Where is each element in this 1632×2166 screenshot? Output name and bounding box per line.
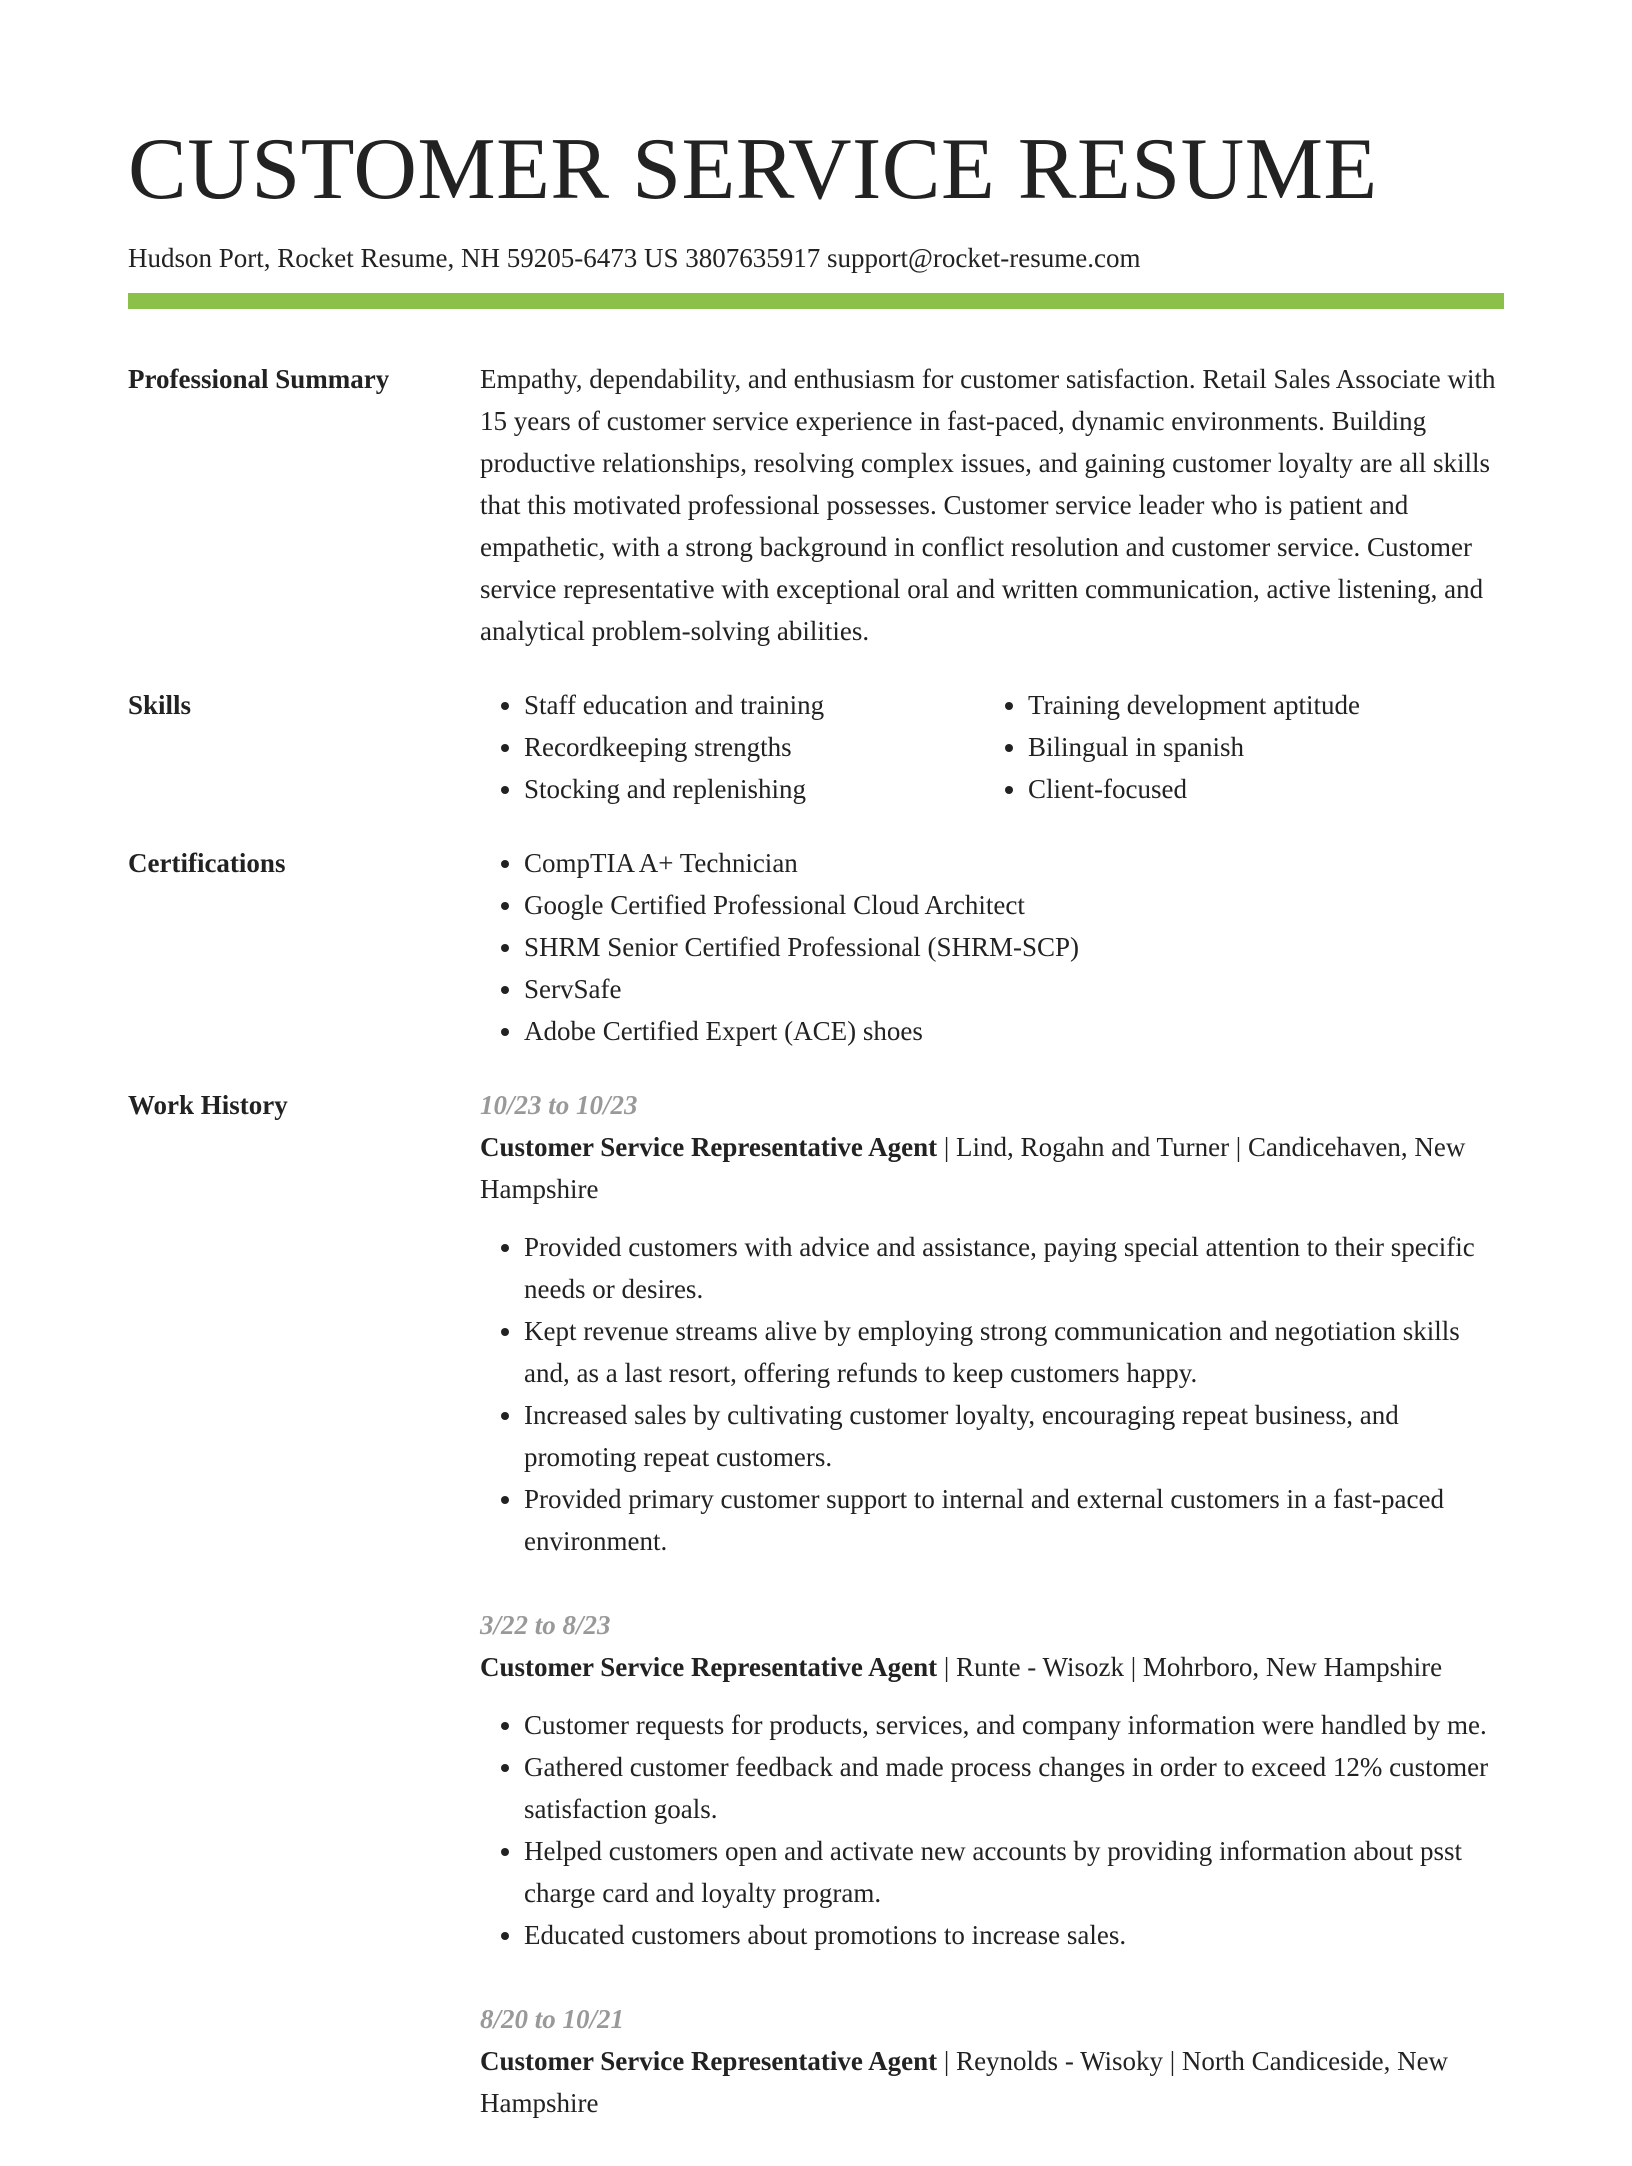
- job-bullet: • Helped customers open and activate new accounts by providing information about psst charge card and loyalty program.: [524, 1830, 1504, 1914]
- job-heading: [480, 2040, 1504, 2124]
- section-heading: Skills: [128, 690, 192, 720]
- skill-item: • Staff education and training: [524, 684, 984, 726]
- job-bullets: [480, 1226, 1504, 1562]
- job-date: 8/20 to 10/21: [480, 2004, 625, 2034]
- skills-section: [128, 684, 1504, 810]
- certification-item: • SHRM Senior Certified Professional (SHRM-SCP): [524, 926, 1504, 968]
- job-details: | Runte - Wisozk | Mohrboro, New Hampshire: [937, 1652, 1443, 1682]
- job-bullet: • Provided customers with advice and assistance, paying special attention to their specific needs or desires.: [524, 1226, 1504, 1310]
- job-entry: [480, 1084, 1504, 1562]
- certification-item: • Adobe Certified Expert (ACE) shoes: [524, 1010, 1504, 1052]
- job-bullet: • Provided primary customer support to internal and external customers in a fast-paced environment.: [524, 1478, 1504, 1562]
- job-heading: [480, 1646, 1504, 1688]
- job-date: 3/22 to 8/23: [480, 1610, 611, 1640]
- job-date: 10/23 to 10/23: [480, 1090, 638, 1120]
- resume-page: [128, 0, 1504, 2166]
- skill-item: • Training development aptitude: [1028, 684, 1488, 726]
- skill-item: • Client-focused: [1028, 768, 1488, 810]
- section-heading: Work History: [128, 1090, 288, 1120]
- summary-section: [128, 358, 1504, 652]
- job-bullet: • Kept revenue streams alive by employing strong communication and negotiation skills and, as a last resort, offering refunds to keep customers happy.: [524, 1310, 1504, 1394]
- job-entry: [480, 1604, 1504, 1956]
- certification-item: • ServSafe: [524, 968, 1504, 1010]
- certification-item: • Google Certified Professional Cloud Architect: [524, 884, 1504, 926]
- skill-item: • Stocking and replenishing: [524, 768, 984, 810]
- skill-item: • Recordkeeping strengths: [524, 726, 984, 768]
- work-history-section: [128, 1084, 1504, 2166]
- section-heading: Professional Summary: [128, 364, 390, 394]
- summary-text: Empathy, dependability, and enthusiasm for customer satisfaction. Retail Sales Associate with 15 years of customer service experience in fast-paced, dynamic environments. Building productive relationships, resolving complex issues, and gaining customer loyalty are all skills that this motivated professional possesses. Customer service leader who is patient and empathetic, with a strong background in conflict resolution and customer service. Customer service representative with exceptional oral and written communication, active listening, and analytical problem-solving abilities.: [480, 364, 1496, 646]
- job-title: Customer Service Representative Agent: [480, 1652, 938, 1682]
- job-details: | Reynolds - Wisoky | North Candiceside, New Hampshire: [480, 2046, 1449, 2118]
- job-bullet: • Gathered customer feedback and made process changes in order to exceed 12% customer satisfaction goals.: [524, 1746, 1504, 1830]
- job-bullet: • Customer requests for products, services, and company information were handled by me.: [524, 1704, 1504, 1746]
- job-heading: [480, 1126, 1504, 1210]
- skills-list-left: [480, 684, 984, 810]
- resume-title: CUSTOMER SERVICE RESUME: [128, 121, 1378, 218]
- section-heading: Certifications: [128, 848, 286, 878]
- job-bullet: • Increased sales by cultivating customer loyalty, encouraging repeat business, and promoting repeat customers.: [524, 1394, 1504, 1478]
- skills-list-right: [984, 684, 1488, 810]
- job-entry: [480, 1998, 1504, 2124]
- certification-item: • CompTIA A+ Technician: [524, 842, 1504, 884]
- skill-item: • Bilingual in spanish: [1028, 726, 1488, 768]
- job-bullet: • Educated customers about promotions to increase sales.: [524, 1914, 1504, 1956]
- certifications-list: [480, 842, 1504, 1052]
- job-bullets: [480, 1704, 1504, 1956]
- job-title: Customer Service Representative Agent: [480, 2046, 938, 2076]
- header-divider: [128, 293, 1504, 309]
- contact-info: Hudson Port, Rocket Resume, NH 59205-6473 US 3807635917 support@rocket-resume.com: [128, 243, 1141, 273]
- job-details: | Lind, Rogahn and Turner | Candicehaven, New Hampshire: [480, 1132, 1466, 1204]
- job-title: Customer Service Representative Agent: [480, 1132, 938, 1162]
- certifications-section: [128, 842, 1504, 1052]
